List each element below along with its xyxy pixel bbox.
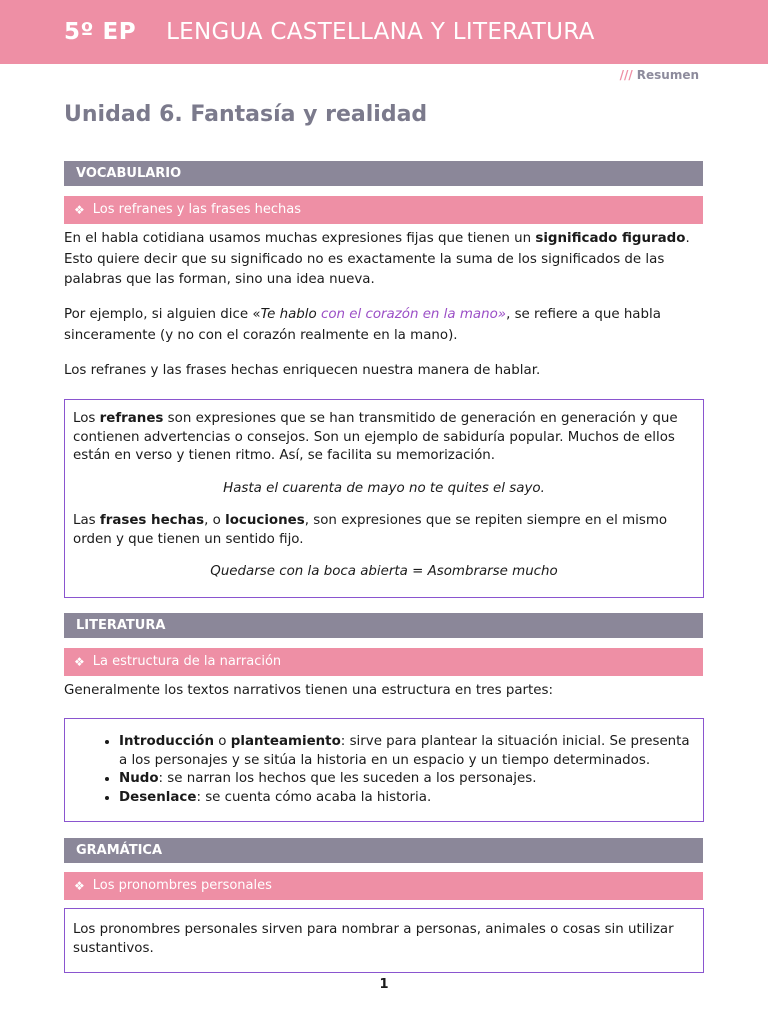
paragraph-ejemplo [64, 305, 704, 346]
text: . Esto quiere decir que su significado no es exactamente la suma de los significados de las palabras que las forman, sino una idea nueva. [64, 231, 690, 287]
subheading-label: Los pronombres personales [92, 878, 272, 893]
text: Los [73, 411, 100, 426]
definition-refranes [73, 410, 695, 466]
slashes-decoration: /// [619, 68, 633, 82]
diamond-icon: ❖ [74, 655, 85, 669]
structure-box [64, 718, 704, 822]
bold-term: refranes [99, 411, 164, 426]
bold-term: Nudo [119, 771, 159, 786]
subheading-narracion [64, 648, 703, 676]
subject-label: LENGUA CASTELLANA Y LITERATURA [166, 19, 595, 45]
bold-term: locuciones [225, 513, 305, 528]
italic-text: Te hablo [260, 307, 321, 322]
highlighted-expression: con el corazón en la mano» [320, 307, 507, 322]
list-item-desenlace [119, 789, 695, 808]
page-number: 1 [379, 977, 389, 992]
text: : sirve para plantear la situación inicial. Se presenta a los personajes y se sitúa la historia en un espacio y un tiempo determinados. [119, 734, 690, 768]
bold-term: significado figurado [535, 231, 686, 246]
text: o [214, 734, 231, 749]
text: En el habla cotidiana usamos muchas expresiones fijas que tienen un [64, 231, 536, 246]
paragraph-figurado [64, 229, 704, 291]
summary-label: Resumen [636, 68, 699, 82]
pronouns-definition: Los pronombres personales sirven para nombrar a personas, animales o cosas sin utilizar sustantivos. [73, 922, 674, 956]
text: : se narran los hechos que les suceden a los personajes. [158, 771, 537, 786]
text: son expresiones que se han transmitido de generación en generación y que contienen advertencias o consejos. Son un ejemplo de sabiduría popular. Muchos de ellos están en verso y tienen ritmo. Así, se facilita su memorización. [73, 411, 678, 463]
summary-tag [620, 68, 699, 82]
example-refran: Hasta el cuarenta de mayo no te quites el sayo. [223, 480, 545, 496]
grade-label: 5º EP [64, 19, 137, 45]
text: , son expresiones que se repiten siempre en el mismo orden y que tienen un sentido fijo. [73, 513, 668, 547]
section-heading-literatura: LITERATURA [64, 613, 703, 638]
bold-term: planteamiento [230, 734, 341, 749]
text: : se cuenta cómo acaba la historia. [196, 789, 432, 805]
subheading-label: Los refranes y las frases hechas [92, 202, 301, 217]
subheading-label: La estructura de la narración [92, 654, 282, 669]
definition-frases-hechas [73, 512, 695, 549]
paragraph-enriquecen: Los refranes y las frases hechas enriquecen nuestra manera de hablar. [64, 363, 541, 378]
definition-box-refranes [64, 399, 704, 598]
diamond-icon: ❖ [74, 203, 85, 217]
diamond-icon: ❖ [74, 879, 85, 893]
bold-term: Desenlace [119, 789, 197, 805]
text: Por ejemplo, si alguien dice « [64, 307, 261, 322]
paragraph-estructura: Generalmente los textos narrativos tienen una estructura en tres partes: [64, 683, 554, 698]
subheading-pronombres [64, 872, 703, 900]
text: Las [73, 513, 100, 528]
bold-term: Introducción [119, 734, 215, 749]
text: , o [204, 513, 226, 528]
page-title: Unidad 6. Fantasía y realidad [64, 102, 428, 127]
structure-list [73, 733, 695, 807]
list-item-nudo [119, 770, 695, 789]
section-heading-vocabulario: VOCABULARIO [64, 161, 703, 186]
example-locucion: Quedarse con la boca abierta = Asombrarse mucho [210, 564, 558, 579]
text: , se refiere a que habla sinceramente (y no con el corazón realmente en la mano). [64, 307, 661, 343]
section-heading-gramatica: GRAMÁTICA [64, 838, 703, 863]
subheading-refranes [64, 196, 703, 224]
pronouns-box [64, 908, 704, 973]
bold-term: frases hechas [99, 513, 205, 528]
list-item-introduccion [119, 733, 695, 770]
page-header [0, 0, 768, 64]
